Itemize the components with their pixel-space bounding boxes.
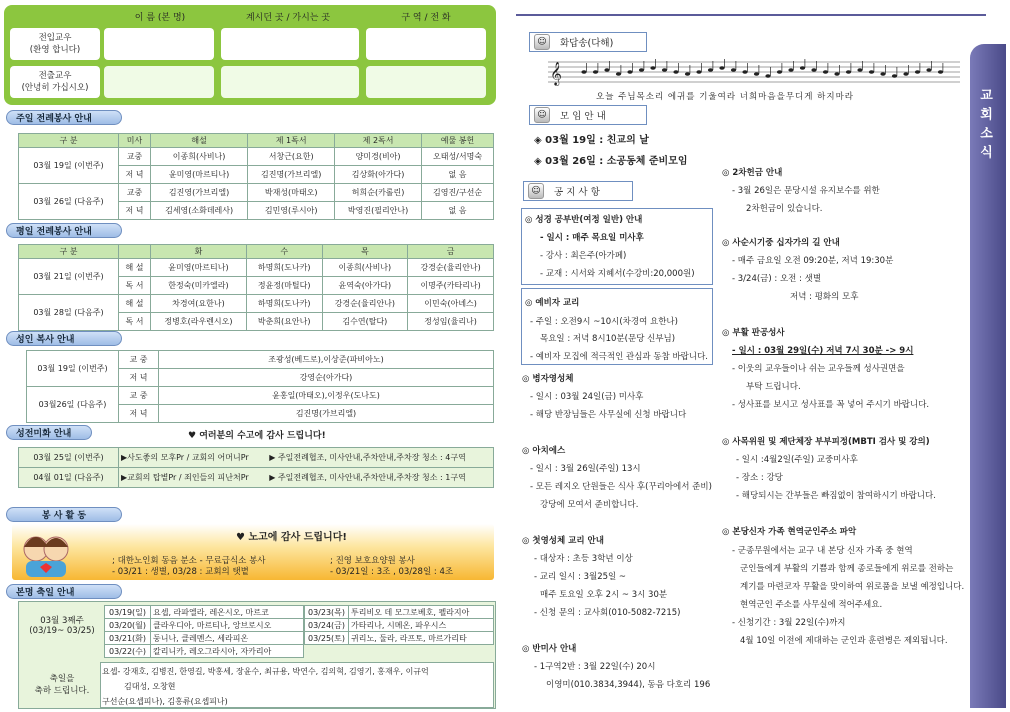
th: 목 <box>322 245 408 259</box>
cell: ▶사도좋의 모후Pr / 교회의 어머니Pr <box>119 448 268 468</box>
cell: 윤미영(마르티나) <box>151 166 248 184</box>
cell: 교 중 <box>119 351 159 369</box>
cell: 오태성/서명숙 <box>422 148 494 166</box>
cell: 김수연(탈다) <box>322 313 408 331</box>
cell: 없 음 <box>422 202 494 220</box>
music-note-icon <box>834 72 839 76</box>
th: 제 1독서 <box>248 134 335 148</box>
cell: 한정숙(미카엘라) <box>151 277 247 295</box>
date-cell: 03월 19일 (이번주) <box>27 351 119 387</box>
transfer-out-name[interactable] <box>104 66 214 98</box>
cell: 둥니나, 클레멘스, 세라피온 <box>151 632 304 645</box>
agape-c: 강당에 모여서 준비합니다. <box>540 500 639 510</box>
th: 구 분 <box>19 245 119 259</box>
meeting-2: ◈ 03월 26일 : 소공동체 준비모임 <box>534 156 688 167</box>
cell: 귀리노, 둘라, 라프토, 마르가리타 <box>349 632 494 645</box>
military-title: ◎ 본당신자 가족 현역군인주소 파악 <box>722 527 857 537</box>
music-note-icon <box>581 70 586 74</box>
cell: 03/20(월) <box>105 619 151 632</box>
cross-title: ◎ 사순시기중 십자가의 길 안내 <box>722 238 840 248</box>
music-note-icon <box>788 68 793 72</box>
transfer-header-place: 계시던 곳 / 가시는 곳 <box>245 13 331 23</box>
music-note-icon <box>857 68 862 72</box>
cell: 교중 <box>119 148 151 166</box>
cell: 김진영(가브리엘) <box>151 184 248 202</box>
cell: 서창근(요한) <box>248 148 335 166</box>
notice-tag <box>523 181 633 201</box>
transfer-in-zone[interactable] <box>366 28 486 60</box>
nameday-right-table <box>304 605 494 645</box>
cell: 이종희(사비나) <box>151 148 248 166</box>
cell: 윤역숙(아가다) <box>322 277 408 295</box>
th: 미사 <box>119 134 151 148</box>
th: 예물 봉헌 <box>422 134 494 148</box>
agape-title: ◎ 아치에스 <box>522 446 566 456</box>
music-note-icon <box>673 70 678 74</box>
music-note-icon <box>938 70 943 74</box>
cross-c: 저녁 : 평화의 모후 <box>790 292 859 302</box>
music-note-icon <box>903 72 908 76</box>
military-d: 현역군인 주소를 사무실에 적어주세요. <box>740 600 883 610</box>
page-divider <box>516 14 986 16</box>
cell: 03/25(토) <box>305 632 349 645</box>
cell: 김진명(가브리엘) <box>248 166 335 184</box>
mbti-a: - 일시 :4월2일(주일) 교중미사후 <box>736 455 858 465</box>
cell: 강경순(율리안나) <box>408 259 494 277</box>
hymn-lyric: 오늘 주님목소리 에귀를 기울여라 너희마음을무디게 하지마라 <box>596 92 854 102</box>
cell: 박영진(필리안나) <box>335 202 422 220</box>
cell: 정병호(라우렌시오) <box>151 313 247 331</box>
altar-table <box>26 350 494 423</box>
cell: 저 녁 <box>119 405 159 423</box>
music-note-icon <box>731 68 736 72</box>
first-a: - 대상자 : 초등 3학년 이상 <box>534 554 633 564</box>
nameday-congrats: 축일을 축하 드립니다. <box>34 674 90 696</box>
cell: 독 서 <box>119 313 151 331</box>
cell: 칼리니카, 레오그라시아, 자카리아 <box>151 645 304 658</box>
transfer-out-place[interactable] <box>221 66 359 98</box>
cell: 하명희(도나카) <box>246 259 322 277</box>
mbti-b: - 장소 : 강당 <box>736 473 783 483</box>
cell: 이명주(카타리나) <box>408 277 494 295</box>
transfer-out-zone[interactable] <box>366 66 486 98</box>
cell: 강경순(율리안나) <box>322 295 408 313</box>
cell: 김상화(아가다) <box>335 166 422 184</box>
service-r1: ; 진영 보호요양원 봉사 <box>330 556 415 566</box>
music-note-icon <box>696 70 701 74</box>
music-note-icon <box>593 70 598 74</box>
cell: 해 설 <box>119 259 151 277</box>
cell: 이종희(사비나) <box>322 259 408 277</box>
transfer-in-place[interactable] <box>221 28 359 60</box>
first-d: - 신청 문의 : 교사회(010-5082-7215) <box>534 608 681 618</box>
cell: 투리비오 데 모그로베호, 펠라지아 <box>349 606 494 619</box>
military-b: 군인들에게 부활의 기쁨과 함께 종로들에게 위로를 전하는 <box>740 564 954 574</box>
penance-c: 부탁 드립니다. <box>746 382 801 392</box>
music-note-icon <box>708 68 713 72</box>
music-note-icon <box>650 66 655 70</box>
transfer-in-name[interactable] <box>104 28 214 60</box>
cell: ▶교회의 탑볕Pr / 죄인들의 피난처Pr <box>119 468 268 488</box>
cell: 교중 <box>119 184 151 202</box>
music-note-icon <box>627 70 632 74</box>
cell: 03/19(일) <box>105 606 151 619</box>
first-title: ◎ 첫영성체 교리 안내 <box>522 536 604 546</box>
cell: 윤미영(마르티나) <box>151 259 247 277</box>
notice-title: 공 지 사 항 <box>554 187 600 198</box>
th: 금 <box>408 245 494 259</box>
nameday-c3: 구선순(요셉피나), 김홍류(요셉피나) <box>102 697 228 706</box>
mbti-c: - 해당되시는 간부들은 빠짐없이 참여하시기 바랍니다. <box>736 491 936 501</box>
music-note-icon <box>892 74 897 78</box>
music-note-icon <box>742 70 747 74</box>
date-cell: 03월 26일 (다음주) <box>19 184 119 220</box>
meeting-tag <box>529 105 647 125</box>
penance-d: - 성사표를 보시고 성사표를 꼭 넣어 주시기 바랍니다. <box>732 400 930 410</box>
banmisa-title: ◎ 반미사 안내 <box>522 644 577 654</box>
sick-b: - 해당 반장님들은 사무실에 신청 바랍니다 <box>530 410 687 420</box>
cell: 정성임(율리나) <box>408 313 494 331</box>
sunday-title: 주일 전례봉사 안내 <box>6 110 122 125</box>
music-note-icon <box>915 70 920 74</box>
cell: ▶ 주일전례협조, 미사안내,주차안내,주차장 청소 : 4구역 <box>267 448 493 468</box>
nameday-c2: 김대성, 오창현 <box>124 682 176 691</box>
penance-a: - 일시 : 03월 29일(수) 저녁 7시 30분 -> 9시 <box>732 346 914 356</box>
cell: 03/21(화) <box>105 632 151 645</box>
cell: 정윤정(마틸다) <box>246 277 322 295</box>
cell: ▶ 주일전례협조, 미사안내,주차안내,주차장 청소 : 1구역 <box>267 468 493 488</box>
music-note-icon <box>926 68 931 72</box>
date-cell: 03월 19일 (이번주) <box>19 148 119 184</box>
cross-a: - 매주 금요일 오전 09:20분, 저녁 19:30분 <box>732 256 894 266</box>
banmisa-b: 이영미(010.3834,3944), 동음 다호리 196 <box>546 680 711 690</box>
cell: 해 설 <box>119 295 151 313</box>
cell: 강영순(아가다) <box>159 369 494 387</box>
cell: 저 녁 <box>119 202 151 220</box>
music-note-icon <box>777 70 782 74</box>
first-c: 매주 토요일 오후 2시 ~ 3시 30분 <box>540 590 668 600</box>
banmisa-a: - 1구역2반 : 3월 22일(수) 20시 <box>534 662 656 672</box>
cell: 03/24(금) <box>305 619 349 632</box>
music-note-icon <box>719 66 724 70</box>
helper-illustration-icon <box>16 527 76 579</box>
person-icon: ☺ <box>534 107 550 123</box>
cell: 김영진/구선순 <box>422 184 494 202</box>
cell: 허희순(카롤린) <box>335 184 422 202</box>
gyori-title: ◎ 예비자 교리 <box>525 298 580 308</box>
transfer-out-label: 전출교우 (안녕히 가십시오) <box>10 66 100 98</box>
cell: 04월 01일 (다음주) <box>19 468 119 488</box>
music-note-icon <box>869 70 874 74</box>
cell: 클라우디아, 마르티나, 앙브로시오 <box>151 619 304 632</box>
nameday-c1: 요셉- 강재호, 김병진, 한영길, 박홍세, 장윤수, 최규용, 박연수, 김의혁, 김영기, 홍재우, 이규억 <box>102 667 429 676</box>
sunday-table <box>18 133 494 220</box>
music-note-icon <box>662 68 667 72</box>
cell: 03월 25일 (이번주) <box>19 448 119 468</box>
cell: 조광성(베드로),이상준(파비아노) <box>159 351 494 369</box>
th: 제 2독서 <box>335 134 422 148</box>
music-note-icon <box>823 70 828 74</box>
military-a: - 군종무원에서는 교구 내 본당 신자 가족 중 현역 <box>732 546 913 556</box>
th: 구 분 <box>19 134 119 148</box>
cell: 요셉, 라파엘라, 레온시오, 마르코 <box>151 606 304 619</box>
cell: 저 녁 <box>119 369 159 387</box>
nameday-left-table <box>104 605 304 658</box>
penance-b: - 이웃의 교우들이나 쉬는 교우들께 성사권면을 <box>732 364 905 374</box>
service-title: 봉 사 활 동 <box>6 507 122 522</box>
service-r2: - 03/21일 : 3조 , 03/28일 : 4조 <box>330 567 454 577</box>
th <box>119 245 151 259</box>
cell: 하명희(도나카) <box>246 295 322 313</box>
weekday-table <box>18 244 494 331</box>
person-icon: ☺ <box>534 34 550 50</box>
cell: 김진명(가브리엘) <box>159 405 494 423</box>
clean-thanks: ♥ 여러분의 수고에 감사 드립니다! <box>188 431 326 441</box>
music-note-icon <box>811 68 816 72</box>
military-c: 계기를 마련코자 무활을 맞이하여 위로품을 보낼 예정입니다. <box>740 582 965 592</box>
gyori-b: 목요일 : 저녁 8시10분(문당 신부님) <box>540 334 676 344</box>
music-note-icon <box>846 70 851 74</box>
music-note-icon <box>685 72 690 76</box>
hymn-tag <box>529 32 647 52</box>
date-cell: 03월26일 (다음주) <box>27 387 119 423</box>
second-title: ◎ 2차헌금 안내 <box>722 168 783 178</box>
weekday-title: 평일 전례봉사 안내 <box>6 223 122 238</box>
cell: 없 음 <box>422 166 494 184</box>
transfer-header-zone: 구 역 / 전 화 <box>401 13 451 23</box>
music-staff <box>548 58 960 86</box>
cross-b: - 3/24(금) : 오전 : 샛별 <box>732 274 822 284</box>
clean-table <box>18 447 494 488</box>
th: 수 <box>246 245 322 259</box>
nameday-week: 03월 3째주 (03/19~ 03/25) <box>29 616 95 636</box>
agape-b: - 모든 레지오 단원들은 식사 후(꾸리아에서 준비) <box>530 482 712 492</box>
music-note-icon <box>604 68 609 72</box>
gyori-c: - 예비자 모집에 적극적인 관심과 동참 바랍니다. <box>530 352 708 362</box>
service-banner: ♥ 노고에 감사 드립니다! <box>236 532 347 543</box>
music-note-icon <box>765 74 770 78</box>
svg-text:𝄞: 𝄞 <box>550 61 562 85</box>
transfer-header-name: 이 름 (본 명) <box>134 13 186 23</box>
cell: 윤홍일(마태오),이정우(도나도) <box>159 387 494 405</box>
transfer-in-label: 전입교우 (환영 합니다) <box>10 28 100 60</box>
sick-title: ◎ 병자영성체 <box>522 374 574 384</box>
date-cell: 03월 28일 (다음주) <box>19 295 119 331</box>
hymn-title: 화답송(다해) <box>560 38 614 49</box>
cell: 양미경(비아) <box>335 148 422 166</box>
date-cell: 03월 21일 (이번주) <box>19 259 119 295</box>
music-note-icon <box>639 68 644 72</box>
cell: 김민영(루시아) <box>248 202 335 220</box>
cell: 박춘희(요안나) <box>246 313 322 331</box>
bible-a: - 일시 : 매주 목요일 미사후 <box>540 233 644 243</box>
sidebar-label: 교회소식 <box>977 88 992 164</box>
second-a: - 3월 26일은 문당시설 유지보수를 위한 <box>732 186 880 196</box>
music-note-icon <box>880 72 885 76</box>
second-b: 2차헌금이 있습니다. <box>746 204 823 214</box>
cell: 03/23(목) <box>305 606 349 619</box>
cell: 박재성(마태오) <box>248 184 335 202</box>
cell: 저 녁 <box>119 166 151 184</box>
bible-b: - 강사 : 최은주(아가페) <box>540 251 627 261</box>
service-l1: ; 대한노인회 동음 분소 - 무료급식소 봉사 <box>112 556 266 566</box>
military-e: - 신청기간 : 3월 22일(수)까지 <box>732 618 846 628</box>
altar-title: 성인 복사 안내 <box>6 331 122 346</box>
sick-a: - 일시 : 03월 24일(금) 미사후 <box>530 392 644 402</box>
music-note-icon <box>800 66 805 70</box>
nameday-title: 본명 축일 안내 <box>6 584 122 599</box>
military-f: 4월 10일 이전에 제대하는 군인과 훈련병은 제외됩니다. <box>740 636 948 646</box>
music-note-icon <box>616 72 621 76</box>
person-icon: ☺ <box>528 183 544 199</box>
cell: 김세영(소화데레사) <box>151 202 248 220</box>
cell: 독 서 <box>119 277 151 295</box>
cell: 가타리나, 시메온, 파우시스 <box>349 619 494 632</box>
mbti-title: ◎ 사목위원 및 제단체장 부부피정(MBTI 검사 및 강의) <box>722 437 930 447</box>
gyori-a: - 주일 : 오전9시 ~10시(차경여 요한나) <box>530 317 678 327</box>
cell: 03/22(수) <box>105 645 151 658</box>
meeting-title: 모 임 안 내 <box>560 111 606 122</box>
th: 해설 <box>151 134 248 148</box>
cell: 이민숙(아녜스) <box>408 295 494 313</box>
cell: 교 중 <box>119 387 159 405</box>
th: 화 <box>151 245 247 259</box>
service-l2: - 03/21 : 생별, 03/28 : 교회의 탯볕 <box>112 567 249 577</box>
meeting-1: ◈ 03월 19일 : 친교의 날 <box>534 135 649 146</box>
music-note-icon <box>754 72 759 76</box>
bible-title: ◎ 성경 공부반(여정 일반) 안내 <box>525 215 643 225</box>
clean-title: 성전미화 안내 <box>6 425 92 440</box>
penance-title: ◎ 부활 판공성사 <box>722 328 785 338</box>
agape-a: - 일시 : 3월 26일(주일) 13시 <box>530 464 641 474</box>
first-b: - 교리 일시 : 3월25일 ~ <box>534 572 627 582</box>
cell: 차경여(요한나) <box>151 295 247 313</box>
bible-c: - 교재 : 시서와 지혜서(수강비:20,000원) <box>540 269 695 279</box>
